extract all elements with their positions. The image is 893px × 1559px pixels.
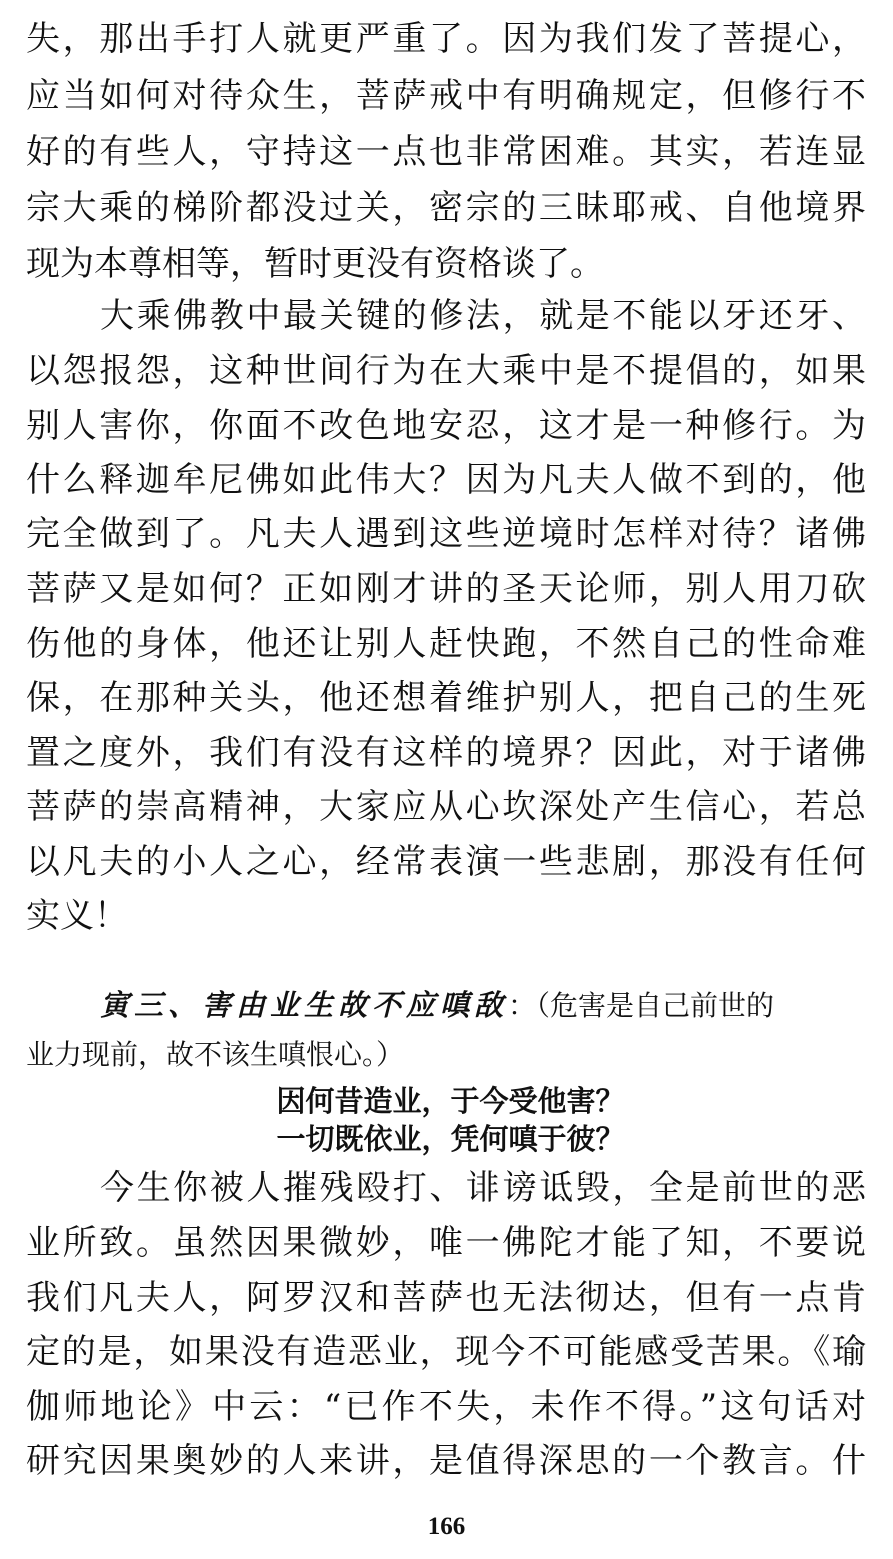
body-text-line: 伤他的身体，他还让别人赶快跑，不然自己的性命难 (26, 625, 866, 664)
section-title: 寅三、害由业生故不应嗔敌 (100, 988, 509, 1022)
body-text-line: 宗大乘的梯阶都没过关，密宗的三昧耶戒、自他境界 (26, 189, 866, 228)
section-heading (100, 986, 866, 1026)
section-colon: ： (508, 989, 537, 1022)
body-text-line: 今生你被人摧残殴打、诽谤诋毁，全是前世的恶 (100, 1169, 866, 1208)
body-text-line: 置之度外，我们有没有这样的境界？因此，对于诸佛 (26, 734, 866, 773)
body-text-line: 定的是，如果没有造恶业，现今不可能感受苦果。《瑜 (26, 1333, 866, 1372)
page-number: 166 (427, 1513, 466, 1540)
body-text-line: 应当如何对待众生，菩萨戒中有明确规定，但修行不 (26, 77, 866, 116)
body-text-line: 以凡夫的小人之心，经常表演一些悲剧，那没有任何 (26, 843, 866, 882)
body-text-line: 失，那出手打人就更严重了。因为我们发了菩提心， (26, 20, 866, 59)
body-text-line: 保，在那种关头，他还想着维护别人，把自己的生死 (26, 679, 866, 718)
body-text-line: 好的有些人，守持这一点也非常困难。其实，若连显 (26, 133, 866, 172)
body-text-line: 大乘佛教中最关键的修法，就是不能以牙还牙、 (100, 297, 866, 336)
verse-line: 因何昔造业，于今受他害？ (276, 1084, 625, 1118)
verse-line: 一切既依业，凭何嗔于彼？ (276, 1122, 625, 1156)
body-text-line: 我们凡夫人，阿罗汉和菩萨也无法彻达，但有一点肯 (26, 1279, 866, 1318)
body-text-line: 实义！ (26, 897, 128, 936)
section-note-continued: 业力现前，故不该生嗔恨心。） (26, 1038, 405, 1071)
body-text-line: 业所致。虽然因果微妙，唯一佛陀才能了知，不要说 (26, 1224, 866, 1263)
body-text-line: 菩萨又是如何？正如刚才讲的圣天论师，别人用刀砍 (26, 570, 866, 609)
section-note: （危害是自己前世的 (536, 989, 775, 1022)
body-text-line: 伽师地论》中云：“已作不失，未作不得。”这句话对 (26, 1388, 866, 1427)
body-text-line: 完全做到了。凡夫人遇到这些逆境时怎样对待？诸佛 (26, 515, 866, 554)
body-text-line: 研究因果奥妙的人来讲，是值得深思的一个教言。什 (26, 1442, 866, 1481)
body-text-line: 现为本尊相等，暂时更没有资格谈了。 (26, 245, 604, 284)
body-text-line: 以怨报怨，这种世间行为在大乘中是不提倡的，如果 (26, 352, 866, 391)
body-text-line: 菩萨的崇高精神，大家应从心坎深处产生信心，若总 (26, 788, 866, 827)
body-text-line: 什么释迦牟尼佛如此伟大？因为凡夫人做不到的，他 (26, 461, 866, 500)
body-text-line: 别人害你，你面不改色地安忍，这才是一种修行。为 (26, 407, 866, 446)
